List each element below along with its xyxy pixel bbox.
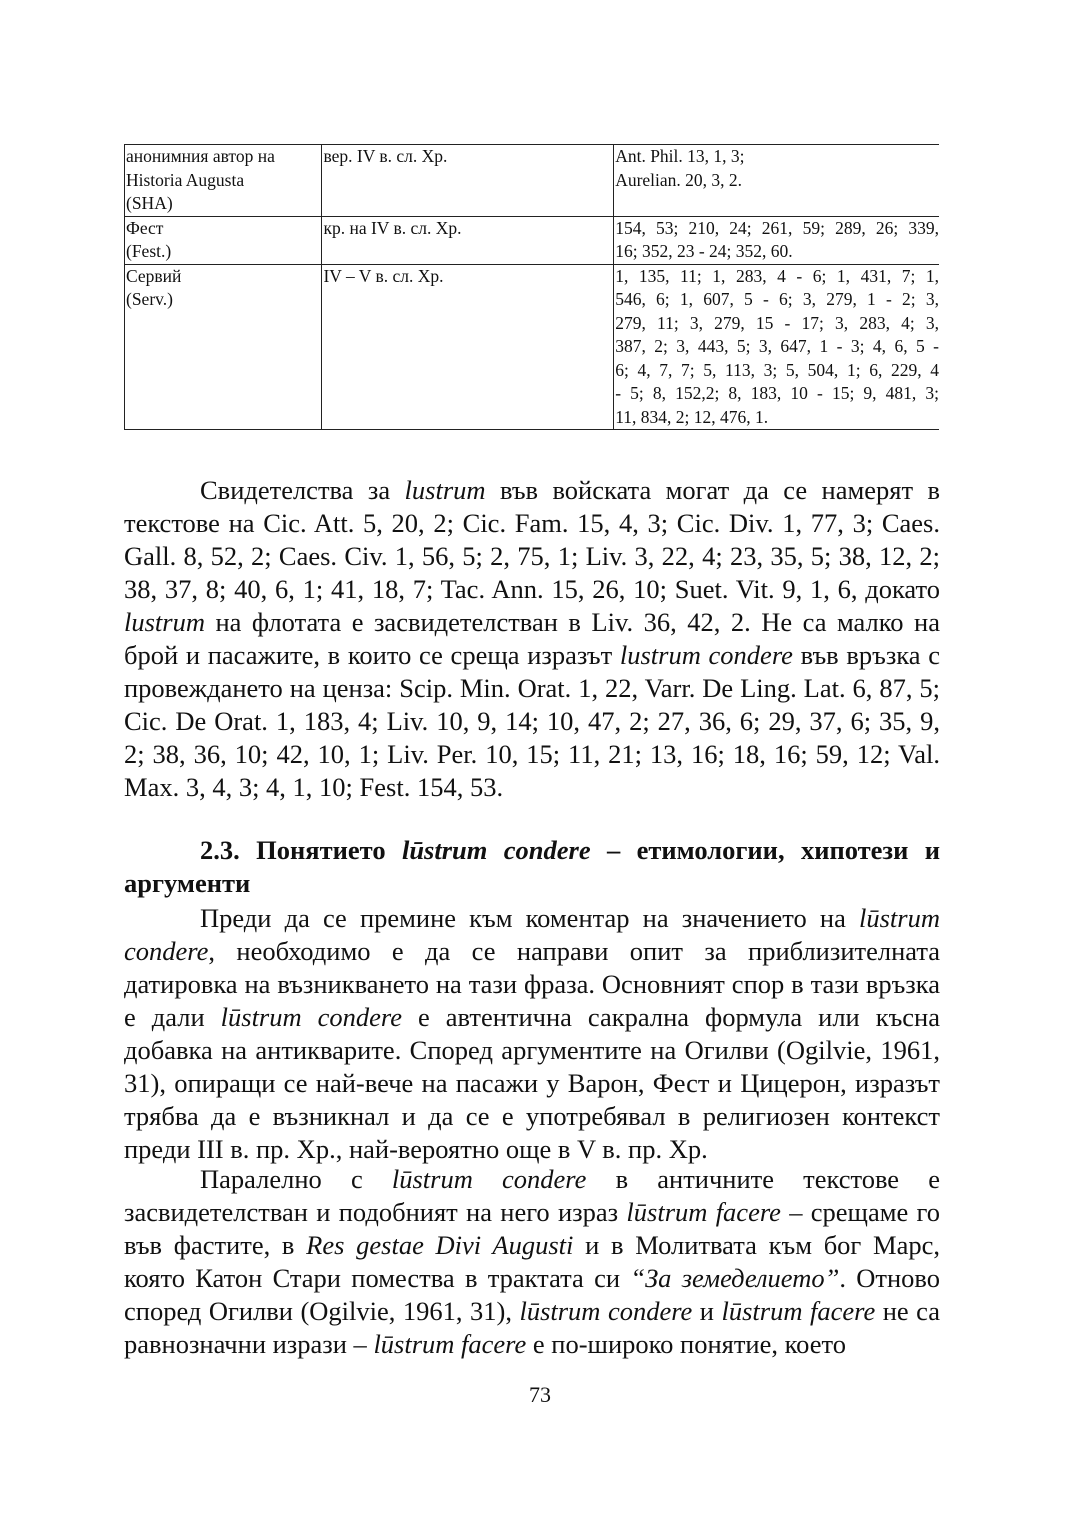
text-run: на флотата е засвидетелстван в Liv. 36, 42, 2. Не са малко на брой и пасажите, в които се среща изразът xyxy=(124,607,940,670)
section-heading xyxy=(124,834,940,900)
text-run: е по-широко понятие, което xyxy=(526,1329,846,1359)
italic-term: lustrum condere xyxy=(619,640,793,670)
refs-line: 546, 6; 1, 607, 5 - 6; 3, 279, 1 - 2; 3, xyxy=(615,289,939,309)
author-line: (Fest.) xyxy=(126,241,172,261)
paragraph-lustrum-army xyxy=(124,474,940,804)
italic-term: lūstrum condere xyxy=(519,1296,693,1326)
refs-line: 279, 11; 3, 279, 15 - 17; 3, 283, 4; 3, xyxy=(615,312,939,333)
italic-term: “За земеделието” xyxy=(630,1263,840,1293)
text-run: във връзка с провеждането на ценза: Scip. Min. Orat. 1, 22, Varr. De Ling. Lat. 6, 87, 5; Cic. De Orat. 1, 183, 4; Liv. 10, 9, 14; 10, 47, 2; 27, 36, 6; 29, 37, 6; 35, 9, 2; 38, 36, 10; 42, 10, 1; Liv. Per. 10, 15; 11, 21; 13, 16; 18, 16; 59, 12; Val. Max. 3, 4, 3; 4, 1, 10; Fest. 154, 53. xyxy=(124,640,941,802)
author-cell xyxy=(125,216,322,264)
refs-line: 11, 834, 2; 12, 476, 1. xyxy=(615,406,769,427)
text-run: в античните текстове е засвидетелстван и подобният на него израз xyxy=(124,1164,940,1227)
table-row xyxy=(125,216,940,264)
text-run: и в Молитвата към бог Марс, която Катон Стари помества в трактата си xyxy=(124,1230,940,1293)
refs-line: 1, 135, 11; 1, 283, 4 - 6; 1, 431, 7; 1, xyxy=(615,265,939,286)
text-run: – етимологии, хипотези и аргументи xyxy=(124,835,940,898)
italic-term: lustrum xyxy=(124,607,205,637)
date-cell: вер. IV в. сл. Хр. xyxy=(322,145,614,217)
table-row xyxy=(125,264,940,430)
paragraph-dating xyxy=(124,902,940,1166)
text-run: Преди да се премине към коментар на значението на xyxy=(200,903,859,933)
text-run: . Отново според Огилви (Ogilvie, 1961, 31), xyxy=(124,1263,940,1326)
refs-line: 387, 2; 3, 443, 5; 3, 647, 1 - 3; 4, 6, 5 - xyxy=(615,336,939,356)
refs-line: Ant. Phil. 13, 1, 3; xyxy=(615,146,745,166)
sources-table xyxy=(124,144,939,430)
author-line: (Serv.) xyxy=(126,289,173,309)
author-line: Historia Augusta xyxy=(126,169,245,190)
refs-cell xyxy=(614,145,939,217)
refs-cell xyxy=(614,264,939,430)
text-run: Свидетелства за xyxy=(200,475,405,505)
date-cell: кр. на IV в. сл. Хр. xyxy=(322,216,614,264)
refs-line: - 5; 8, 152,2; 8, 183, 10 - 15; 9, 481, 3; xyxy=(615,383,939,403)
refs-line: 6; 4, 7, 7; 5, 113, 3; 5, 504, 1; 6, 229, 4 xyxy=(615,359,939,380)
table-row xyxy=(125,145,940,217)
italic-term: Res gestae Divi Augusti xyxy=(306,1230,574,1260)
refs-line: 154, 53; 210, 24; 261, 59; 289, 26; 339, xyxy=(615,217,939,238)
paragraph-lustrum-facere xyxy=(124,1163,940,1361)
date-cell: IV – V в. сл. Хр. xyxy=(322,264,614,430)
refs-cell xyxy=(614,216,939,264)
author-line: Фест xyxy=(126,217,164,238)
italic-term: lūstrum condere xyxy=(220,1002,402,1032)
author-cell xyxy=(125,145,322,217)
author-line: Сервий xyxy=(126,265,182,286)
author-line: анонимния автор на xyxy=(126,146,275,166)
italic-term: lūstrum condere xyxy=(401,835,591,865)
text-run: е автентична сакрална формула или късна добавка на антикварите. Според аргументите на Огилви (Ogilvie, 1961, 31), опиращи се най-вече на пасажи у Варон, Фест и Цицерон, изразът трябва да е възникнал и да се е употребявал в религиозен контекст преди III в. пр. Хр., най-вероятно още в V в. пр. Хр. xyxy=(124,1002,940,1164)
text-run: във войската могат да се намерят в текстове на Cic. Att. 5, 20, 2; Cic. Fam. 15, 4, 3; Cic. Div. 1, 77, 3; Caes. Gall. 8, 52, 2; Caes. Civ. 1, 56, 5; 2, 75, 1; Liv. 3, 22, 4; 23, 35, 5; 38, 12, 2; 38, 37, 8; 40, 6, 1; 41, 18, 7; Tac. Ann. 15, 26, 10; Suet. Vit. 9, 1, 6, докато xyxy=(124,475,940,604)
text-run: , необходимо е да се направи опит за приблизителната датировка на възникването на тази фраза. Основният спор в тази връзка е дали xyxy=(124,936,940,1032)
italic-term: lūstrum condere xyxy=(124,903,940,966)
italic-term: lūstrum facere xyxy=(721,1296,876,1326)
italic-term: lustrum xyxy=(404,475,486,505)
author-cell xyxy=(125,264,322,430)
italic-term: lūstrum facere xyxy=(373,1329,527,1359)
page-number: 73 xyxy=(529,1382,551,1407)
author-line: (SHA) xyxy=(126,193,173,213)
refs-line: Aurelian. 20, 3, 2. xyxy=(615,169,743,190)
text-run: и xyxy=(692,1296,722,1326)
refs-line: 16; 352, 23 - 24; 352, 60. xyxy=(615,241,793,261)
text-run: – срещаме го във фастите, в xyxy=(124,1197,940,1260)
italic-term: lūstrum facere xyxy=(626,1197,781,1227)
italic-term: lūstrum condere xyxy=(391,1164,587,1194)
text-run: не са равнозначни изрази – xyxy=(124,1296,941,1359)
text-run: 2.3. Понятието xyxy=(200,835,402,865)
text-run: Паралелно с xyxy=(200,1164,392,1194)
